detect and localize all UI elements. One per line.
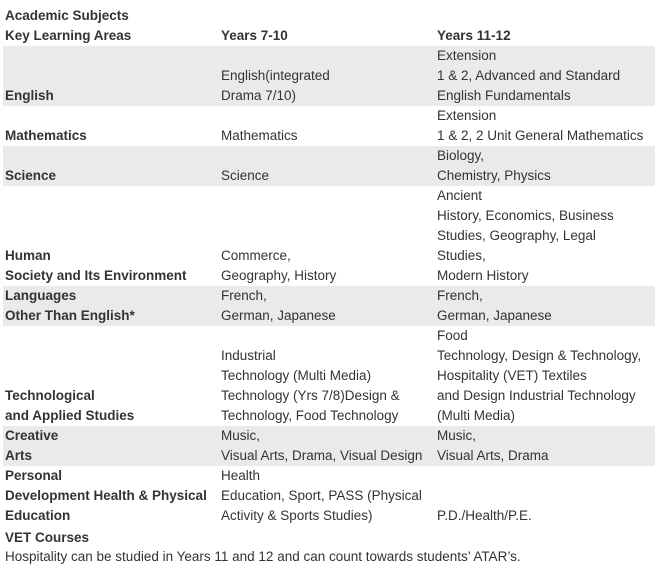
cell-line: Visual Arts, Drama, Visual Design (221, 448, 423, 463)
cell-line: Geography, History (221, 268, 337, 283)
cell-line: Food (437, 328, 468, 343)
cell-line: 1 & 2, Advanced and Standard (437, 68, 621, 83)
table-row (3, 46, 655, 106)
cell-line: Biology, (437, 148, 485, 163)
years-7-10-cell (221, 286, 336, 326)
cell-line: Drama 7/10) (221, 88, 297, 103)
years-7-10-cell (221, 246, 336, 286)
cell-line: Human (5, 248, 51, 263)
cell-line: Technology, Food Technology (221, 408, 399, 423)
years-11-12-cell (437, 426, 549, 466)
cell-line: Hospitality (VET) Textiles (437, 368, 587, 383)
cell-line: Commerce, (221, 248, 291, 263)
cell-line: Music, (437, 428, 477, 443)
cell-line: Technology (Yrs 7/8)Design & (221, 388, 400, 403)
cell-line: English(integrated (221, 68, 330, 83)
header-key-learning-areas: Key Learning Areas (5, 28, 132, 43)
cell-line: (Multi Media) (437, 408, 516, 423)
table-row (3, 146, 655, 186)
cell-line: Ancient (437, 188, 483, 203)
cell-line: and Applied Studies (5, 408, 135, 423)
table-row (3, 106, 655, 146)
cell-line: Extension (437, 48, 497, 63)
cell-line: Other Than English* (5, 308, 135, 323)
learning-area-cell (5, 246, 187, 286)
cell-line: Studies, (437, 248, 486, 263)
years-7-10-cell (221, 346, 400, 426)
cell-line: Mathematics (221, 128, 298, 143)
years-11-12-cell (437, 186, 614, 286)
cell-line: Health (221, 468, 261, 483)
vet-courses-note: Hospitality can be studied in Years 11 and 12 and can count towards students’ ATAR’s. (5, 549, 521, 564)
cell-line: P.D./Health/P.E. (437, 508, 532, 523)
cell-line: Education, Sport, PASS (Physical (221, 488, 422, 503)
years-11-12-cell (437, 286, 552, 326)
page-title: Academic Subjects (5, 8, 129, 23)
cell-line: History, Economics, Business (437, 208, 614, 223)
cell-line: Chemistry, Physics (437, 168, 551, 183)
learning-area-cell (5, 386, 134, 426)
cell-line: Society and Its Environment (5, 268, 187, 283)
years-11-12-cell (437, 106, 643, 146)
cell-line: Languages (5, 288, 77, 303)
table-row (3, 426, 655, 466)
cell-line: German, Japanese (221, 308, 336, 323)
cell-line: Arts (5, 448, 33, 463)
years-7-10-cell (221, 426, 422, 466)
cell-line: Science (221, 168, 270, 183)
table-row (3, 326, 655, 426)
cell-line: French, (221, 288, 267, 303)
years-11-12-cell (437, 506, 532, 526)
cell-line: Visual Arts, Drama (437, 448, 549, 463)
cell-line: Technology (Multi Media) (221, 368, 372, 383)
cell-line: English Fundamentals (437, 88, 571, 103)
cell-line: English (5, 88, 54, 103)
learning-area-cell (5, 466, 207, 526)
cell-line: Mathematics (5, 128, 87, 143)
cell-line: Technology, Design & Technology, (437, 348, 642, 363)
cell-line: Personal (5, 468, 63, 483)
table-row (3, 466, 655, 526)
years-7-10-cell (221, 126, 298, 146)
table-row (3, 186, 655, 286)
years-7-10-cell (221, 66, 330, 106)
cell-line: Studies, Geography, Legal (437, 228, 596, 243)
vet-courses-heading: VET Courses (5, 530, 90, 545)
cell-line: German, Japanese (437, 308, 552, 323)
learning-area-cell (5, 286, 135, 326)
cell-line: 1 & 2, 2 Unit General Mathematics (437, 128, 644, 143)
cell-line: and Design Industrial Technology (437, 388, 636, 403)
years-11-12-cell (437, 326, 641, 426)
years-11-12-cell (437, 46, 620, 106)
learning-area-cell (5, 166, 56, 186)
header-years-11-12: Years 11-12 (437, 28, 511, 43)
cell-line: Science (5, 168, 57, 183)
years-7-10-cell (221, 166, 269, 186)
cell-line: Industrial (221, 348, 276, 363)
years-7-10-cell (221, 466, 422, 526)
years-11-12-cell (437, 146, 551, 186)
cell-line: Technological (5, 388, 95, 403)
learning-area-cell (5, 126, 87, 146)
learning-area-cell (5, 86, 54, 106)
cell-line: Modern History (437, 268, 529, 283)
cell-line: Activity & Sports Studies) (221, 508, 373, 523)
cell-line: Development Health & Physical (5, 488, 207, 503)
cell-line: Creative (5, 428, 59, 443)
cell-line: Extension (437, 108, 497, 123)
table-row (3, 286, 655, 326)
learning-area-cell (5, 426, 58, 466)
cell-line: Education (5, 508, 71, 523)
cell-line: Music, (221, 428, 261, 443)
header-years-7-10: Years 7-10 (221, 28, 288, 43)
cell-line: French, (437, 288, 483, 303)
